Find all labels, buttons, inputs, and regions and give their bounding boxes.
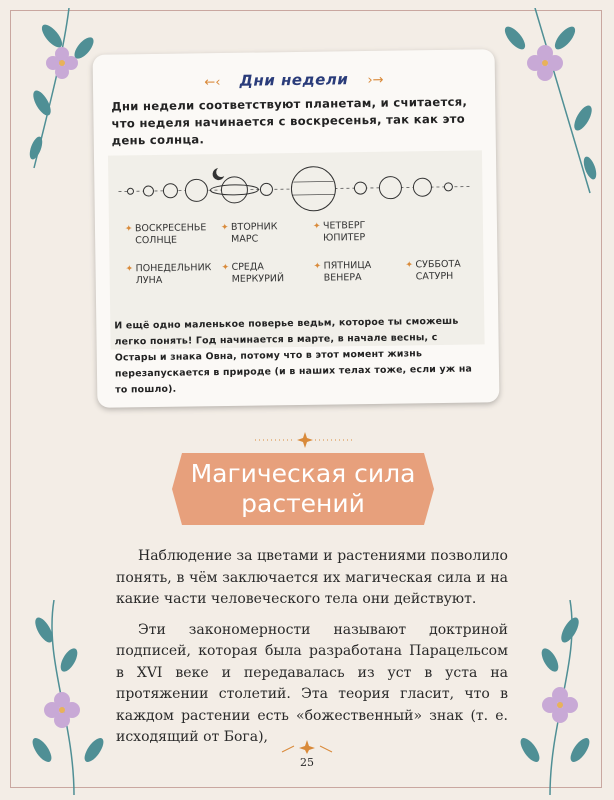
floral-ornament-bottom-right-icon bbox=[510, 600, 605, 795]
star-icon: ✦ bbox=[124, 224, 133, 235]
card-note: И ещё одно маленькое поверье ведьм, которое ты сможешь легко понять! Год начинается в марте, в начале весны, с Остары и знака Овна, потому что в этот момент жизнь перезапускается в природе (и в наших телах тоже, если уж на то пошло). bbox=[114, 315, 473, 396]
day-item-saturday bbox=[405, 258, 507, 283]
planet-name: МЕРКУРИЙ bbox=[231, 273, 285, 285]
planet-name: МАРС bbox=[231, 233, 259, 245]
planet-name: ЮПИТЕР bbox=[323, 232, 366, 244]
sparkle-divider-icon bbox=[250, 430, 360, 450]
left-arrow-icon: ←‹ bbox=[204, 75, 221, 91]
day-name: СУББОТА bbox=[415, 258, 461, 271]
day-item-thursday bbox=[312, 219, 415, 244]
card-intro: Дни недели соответствуют планетам, и считается, что неделя начинается с воскресенья, так как это день солнца. bbox=[111, 94, 468, 148]
day-item-monday bbox=[125, 262, 230, 287]
floral-ornament-bottom-left-icon bbox=[14, 600, 114, 795]
star-icon: ✦ bbox=[221, 262, 230, 274]
day-name: ВТОРНИК bbox=[230, 221, 278, 233]
day-item-sunday bbox=[124, 222, 227, 247]
star-icon: ✦ bbox=[125, 264, 134, 275]
star-icon: ✦ bbox=[220, 222, 229, 234]
day-name: СРЕДА bbox=[231, 261, 264, 273]
day-name: ПЯТНИЦА bbox=[323, 259, 372, 272]
planet-name: СОЛНЦЕ bbox=[135, 234, 178, 247]
days-of-week-card bbox=[93, 49, 500, 408]
card-title-row bbox=[93, 67, 495, 92]
day-name: ВОСКРЕСЕНЬЕ bbox=[134, 222, 207, 235]
day-item-wednesday bbox=[221, 261, 323, 286]
paragraph: Эти закономерности называют доктриной подписей, которая была разработана Парацельсом в XVI веке и передавалась из уст в уста на протяжении столетий. Эта теория гласит, что в каждом растении есть «божественный» знак (т. е. исходящий от Бога), bbox=[116, 621, 508, 745]
days-list bbox=[109, 218, 483, 287]
star-icon: ✦ bbox=[405, 260, 414, 271]
day-item-friday bbox=[313, 259, 415, 284]
card-title: Дни недели bbox=[239, 70, 349, 90]
day-name: ЧЕТВЕРГ bbox=[322, 220, 366, 232]
planet-name: САТУРН bbox=[415, 270, 454, 283]
section-heading bbox=[160, 453, 446, 525]
page-number: 25 bbox=[300, 756, 314, 769]
day-name: ПОНЕДЕЛЬНИК bbox=[135, 262, 212, 275]
solar-system-illustration-icon bbox=[108, 154, 483, 219]
day-item-tuesday bbox=[220, 221, 323, 246]
body-text bbox=[116, 546, 508, 758]
planet-name: ЛУНА bbox=[135, 274, 163, 287]
floral-ornament-top-right-icon bbox=[495, 8, 605, 198]
paragraph: Наблюдение за цветами и растениями позволило понять, в чём заключается их магическая сила и на какие части человеческого тела они действуют. bbox=[116, 548, 508, 607]
heading-line-1: Магическая сила bbox=[190, 459, 416, 488]
page-number-ornament-icon bbox=[262, 738, 352, 754]
right-arrow-icon: ›→ bbox=[367, 72, 384, 88]
planet-name: ВЕНЕРА bbox=[323, 272, 362, 284]
star-icon: ✦ bbox=[312, 221, 321, 232]
star-icon: ✦ bbox=[313, 261, 322, 272]
heading-line-2: растений bbox=[241, 489, 365, 518]
